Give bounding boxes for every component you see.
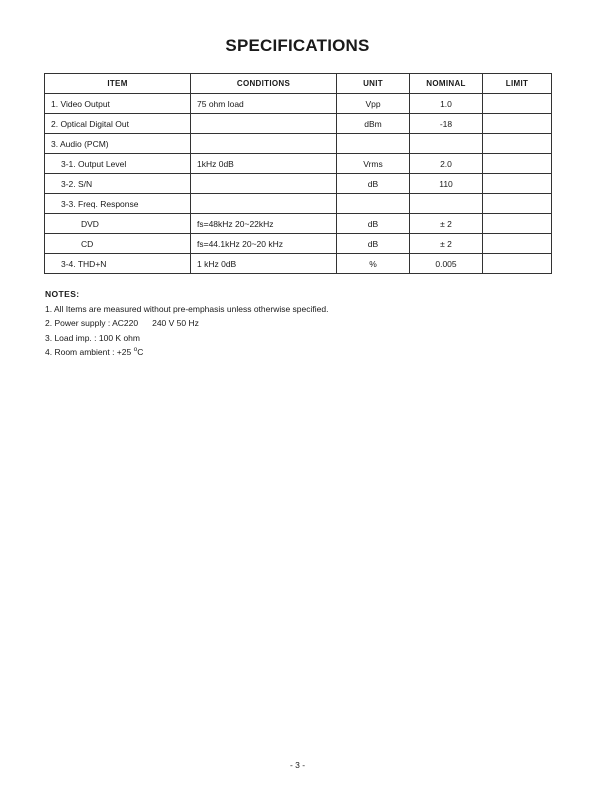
limit-cell bbox=[483, 234, 552, 254]
limit-cell bbox=[483, 254, 552, 274]
nominal-cell: -18 bbox=[410, 114, 483, 134]
nominal-cell: 0.005 bbox=[410, 254, 483, 274]
degree-symbol: o bbox=[133, 346, 138, 353]
nominal-cell: 1.0 bbox=[410, 94, 483, 114]
unit-cell: dBm bbox=[337, 114, 410, 134]
unit-cell: dB bbox=[337, 174, 410, 194]
power-supply-label: 2. Power supply : AC220 bbox=[45, 318, 139, 328]
limit-cell bbox=[483, 134, 552, 154]
item-cell: 3-3. Freq. Response bbox=[45, 194, 191, 214]
item-cell: CD bbox=[45, 234, 191, 254]
unit-cell: dB bbox=[337, 234, 410, 254]
table-row bbox=[45, 214, 552, 234]
conditions-cell bbox=[191, 134, 337, 154]
unit-cell bbox=[337, 134, 410, 154]
page-title: SPECIFICATIONS bbox=[225, 36, 370, 55]
table-row bbox=[45, 194, 552, 214]
item-cell: 3-2. S/N bbox=[45, 174, 191, 194]
table-header-row bbox=[45, 74, 552, 94]
column-header-unit: UNIT bbox=[337, 74, 410, 94]
limit-cell bbox=[483, 174, 552, 194]
note-item: 3. Load imp. : 100 K ohm bbox=[45, 332, 140, 343]
table-row bbox=[45, 174, 552, 194]
note-item bbox=[45, 345, 545, 360]
item-cell: 1. Video Output bbox=[45, 94, 191, 114]
conditions-cell bbox=[191, 114, 337, 134]
unit-cell: Vrms bbox=[337, 154, 410, 174]
limit-cell bbox=[483, 114, 552, 134]
column-header-nominal: NOMINAL bbox=[410, 74, 483, 94]
table-row bbox=[45, 234, 552, 254]
conditions-cell bbox=[191, 174, 337, 194]
unit-cell: dB bbox=[337, 214, 410, 234]
table-row bbox=[45, 254, 552, 274]
table-row bbox=[45, 94, 552, 114]
power-supply-value: 240 V 50 Hz bbox=[152, 318, 199, 328]
table-row bbox=[45, 114, 552, 134]
limit-cell bbox=[483, 194, 552, 214]
notes-heading: NOTES: bbox=[45, 289, 80, 299]
note-item bbox=[45, 316, 545, 331]
table-row bbox=[45, 134, 552, 154]
note-item: 1. All Items are measured without pre-emphasis unless otherwise specified. bbox=[45, 303, 329, 314]
item-cell: DVD bbox=[45, 214, 191, 234]
column-header-conditions: CONDITIONS bbox=[191, 74, 337, 94]
nominal-cell: 110 bbox=[410, 174, 483, 194]
column-header-limit: LIMIT bbox=[483, 74, 552, 94]
conditions-cell bbox=[191, 194, 337, 214]
conditions-cell: 1kHz 0dB bbox=[191, 154, 337, 174]
conditions-cell: 1 kHz 0dB bbox=[191, 254, 337, 274]
specifications-table bbox=[44, 73, 552, 274]
notes-section bbox=[45, 287, 545, 360]
unit-cell: % bbox=[337, 254, 410, 274]
nominal-cell: ± 2 bbox=[410, 234, 483, 254]
nominal-cell bbox=[410, 194, 483, 214]
table-row bbox=[45, 154, 552, 174]
nominal-cell: ± 2 bbox=[410, 214, 483, 234]
item-cell: 2. Optical Digital Out bbox=[45, 114, 191, 134]
room-ambient-label: 4. Room ambient : +25 bbox=[45, 347, 132, 357]
unit-cell bbox=[337, 194, 410, 214]
limit-cell bbox=[483, 214, 552, 234]
temperature-unit: C bbox=[137, 347, 144, 357]
conditions-cell: fs=48kHz 20~22kHz bbox=[191, 214, 337, 234]
nominal-cell bbox=[410, 134, 483, 154]
conditions-cell: fs=44.1kHz 20~20 kHz bbox=[191, 234, 337, 254]
item-cell: 3-1. Output Level bbox=[45, 154, 191, 174]
item-cell: 3. Audio (PCM) bbox=[45, 134, 191, 154]
conditions-cell: 75 ohm load bbox=[191, 94, 337, 114]
item-cell: 3-4. THD+N bbox=[45, 254, 191, 274]
unit-cell: Vpp bbox=[337, 94, 410, 114]
limit-cell bbox=[483, 154, 552, 174]
column-header-item: ITEM bbox=[45, 74, 191, 94]
limit-cell bbox=[483, 94, 552, 114]
page-number: - 3 - bbox=[289, 760, 306, 770]
nominal-cell: 2.0 bbox=[410, 154, 483, 174]
